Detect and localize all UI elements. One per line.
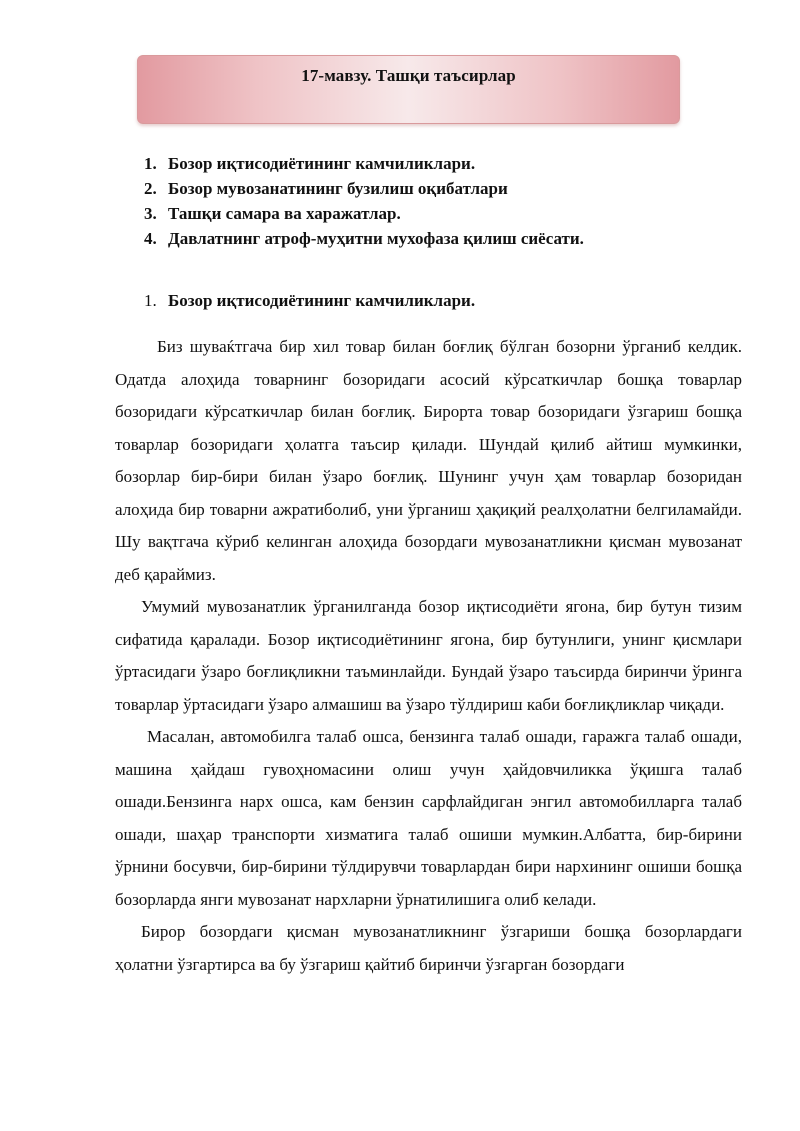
paragraph: Бирор бозордаги қисман мувозанатликнинг ўзгариши бошқа бозорлардаги ҳолатни ўзгартирса ва бу ўзгариш қайтиб биринчи ўзгарган бозордаги [115, 922, 742, 974]
section-title: Бозор иқтисодиётининг камчиликлари. [168, 291, 476, 310]
paragraph: Биз шуваќтгача бир хил товар билан боғлиқ бўлган бозорни ўрганиб келдик. Одатда алоҳида товарнинг бозоридаги асосий кўрсаткичлар бошқа товарлар бозоридаги кўрсаткичлар билан боғлиқ. Бирорта товар бозоридаги ўзгариш бошқа товарлар бозоридаги ҳолатга таъсир қилади. Шундай қилиб айтиш мумкинки, бозорлар бир-бири билан ўзаро боғлиқ. Шунинг учун ҳам товарлар бозоридан алоҳида бир товарни ажратиболиб, уни ўрганиш ҳақиқий реалҳолатни белгиламайди. Шу вақтгача кўриб келинган алоҳида бозордаги мувозанатликни қисман мувозанат деб қараймиз. [115, 337, 742, 584]
toc-item-number: 3. [144, 204, 157, 223]
toc-item-number: 1. [144, 154, 157, 173]
toc-item [144, 176, 584, 201]
body-text [115, 331, 742, 981]
toc-item [144, 226, 584, 251]
paragraph: Умумий мувозанатлик ўрганилганда бозор иқтисодиёти ягона, бир бутун тизим сифатида қаралади. Бозор иқтисодиётининг ягона, бир бутунлиги, унинг қисмлари ўртасидаги ўзаро боғлиқликни таъминлайди. Бундай ўзаро таъсирда биринчи ўринга товарлар ўртасидаги ўзаро алмашиш ва ўзаро тўлдириш каби боғлиқликлар чиқади. [115, 597, 742, 714]
toc-item-text: Бозор мувозанатининг бузилиш оқибатлари [168, 179, 508, 198]
section-number: 1. [144, 291, 157, 310]
toc-item-number: 2. [144, 179, 157, 198]
paragraph: Масалан, автомобилга талаб ошса, бензинга талаб ошади, гаражга талаб ошади, машина ҳайдаш гувоҳномасини олиш учун ҳайдовчиликка ўқишга талаб ошади.Бензинга нарх ошса, кам бензин сарфлайдиган энгил автомобилларга талаб ошади, шаҳар транспорти хизматига талаб ошиши мумкин.Албатта, бир-бирини ўрнини босувчи, бир-бирини тўлдирувчи товарлардан бири нархининг ошиши бошқа бозорларда янги мувозанат нархларни ўрнатилишига олиб келади. [115, 727, 742, 909]
title-banner [137, 55, 680, 124]
toc-item-text: Давлатнинг атроф-муҳитни мухофаза қилиш сиёсати. [168, 229, 584, 248]
section-heading [144, 288, 475, 313]
toc-item [144, 201, 584, 226]
table-of-contents [144, 151, 584, 251]
toc-item-number: 4. [144, 229, 157, 248]
toc-item-text: Бозор иқтисодиётининг камчиликлари. [168, 154, 476, 173]
toc-item [144, 151, 584, 176]
toc-item-text: Ташқи самара ва харажатлар. [168, 204, 401, 223]
page-title: 17-мавзу. Ташқи таъсирлар [301, 66, 516, 85]
